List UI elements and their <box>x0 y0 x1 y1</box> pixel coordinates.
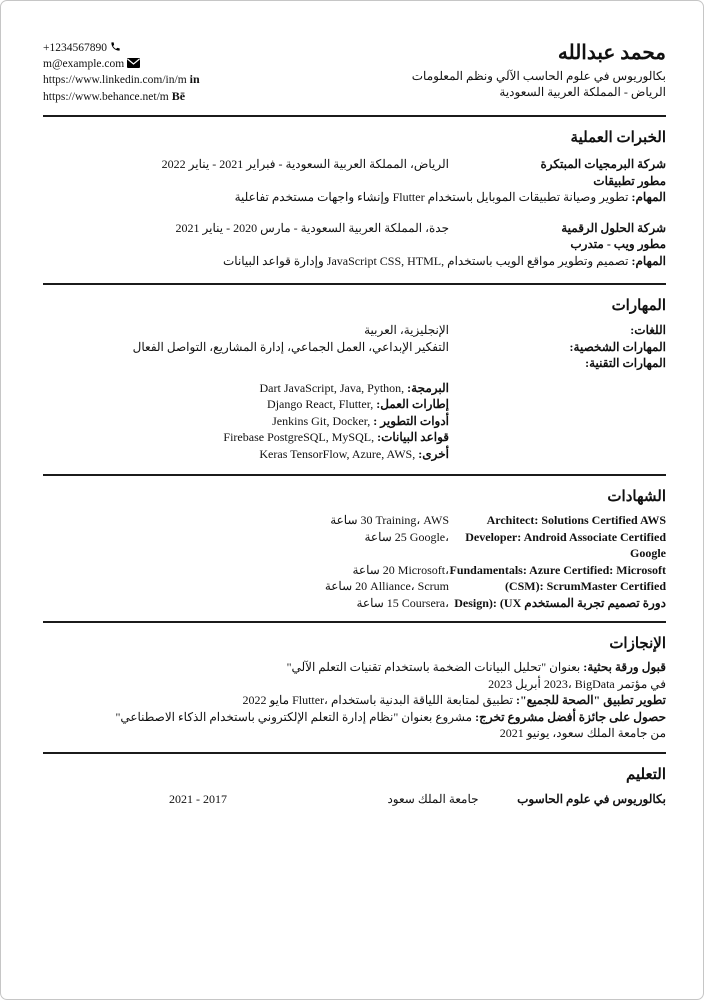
certifications-block <box>43 512 666 611</box>
job-company: شركة الحلول الرقمية <box>561 220 666 235</box>
job-location-dates: جدة، المملكة العربية السعودية - مارس 2020 - يناير 2021 <box>175 220 449 235</box>
job-role: مطور ويب - متدرب <box>570 237 666 251</box>
cert-name-latin: Fundamentals: Azure Certified: Microsoft <box>449 562 666 577</box>
section-title-achievements: الإنجازات <box>609 636 666 652</box>
tech-label: أدوات التطوير : <box>373 413 449 428</box>
achievement-text: بعنوان "تحليل البيانات الضخمة باستخدام تقنيات التعلم الآلي" <box>286 660 581 674</box>
tasks-tail: وإدارة قواعد البيانات <box>222 253 324 268</box>
cert-hours <box>43 512 449 529</box>
tasks-head-text: تطوير وصيانة تطبيقات الموبايل باستخدام <box>427 190 629 204</box>
cert-hours-value: 20 Microsoft، <box>382 562 449 577</box>
cert-hours-word: ساعة <box>330 513 358 527</box>
certification-row <box>43 578 666 595</box>
tech-values: Firebase PostgreSQL, MySQL, <box>223 430 375 444</box>
job-company: شركة البرمجيات المبتكرة <box>540 157 666 171</box>
conf-head: في مؤتمر <box>617 676 666 691</box>
tech-values: Jenkins Git, Docker, <box>272 413 371 428</box>
cert-hours-value: 25 Google، <box>394 529 449 544</box>
degree-line: بكالوريوس في علوم الحاسب الآلي ونظم المعلومات <box>411 69 666 83</box>
tasks-label: المهام: <box>631 253 666 268</box>
cert-name-arabic: دورة تصميم تجربة المستخدم <box>524 595 666 610</box>
cert-hours <box>43 529 449 562</box>
achievement-app <box>43 692 666 709</box>
app-latin: Flutter، <box>292 693 328 707</box>
certification-row <box>43 595 666 612</box>
cert-name <box>449 578 666 595</box>
conf-month: أبريل <box>515 676 541 691</box>
tech-label: البرمجة: <box>407 380 449 395</box>
job-tasks <box>43 189 666 206</box>
education-degree: بكالوريوس في علوم الحاسوب <box>517 791 666 806</box>
cert-hours <box>43 595 449 612</box>
divider <box>43 474 666 476</box>
behance-row[interactable] <box>43 89 200 106</box>
job-tasks <box>43 253 666 270</box>
envelope-icon <box>127 58 140 68</box>
skills-block <box>43 322 666 462</box>
cert-hours-value: 15 Coursera، <box>386 595 449 610</box>
cert-name <box>449 595 666 612</box>
tech-skill-row <box>43 413 449 430</box>
job-role: مطور تطبيقات <box>593 173 666 188</box>
skill-value: الإنجليزية، العربية <box>364 323 449 337</box>
linkedin-url[interactable]: https://www.linkedin.com/in/m <box>43 74 187 86</box>
divider <box>43 283 666 285</box>
skill-label: المهارات الشخصية: <box>569 339 666 354</box>
cert-hours <box>43 578 449 595</box>
achievement-conference <box>43 676 666 693</box>
cert-hours-word: ساعة <box>352 562 380 577</box>
app-label: تطوير تطبيق "الصحة للجميع": <box>516 693 666 707</box>
location-line: الرياض - المملكة العربية السعودية <box>499 85 666 99</box>
tech-label: إطارات العمل: <box>376 397 449 411</box>
section-title-education: التعليم <box>626 766 666 783</box>
achievement-label: حصول على جائزة أفضل مشروع تخرج: <box>475 709 666 724</box>
cert-name-latin: Developer: Android Associate Certified Google <box>465 529 666 560</box>
behance-url[interactable]: https://www.behance.net/m <box>43 90 169 103</box>
tech-skills-block <box>43 380 666 463</box>
cert-hours-word: ساعة <box>364 529 392 544</box>
tasks-head <box>428 190 666 204</box>
conf-year: 2023، <box>543 676 572 691</box>
achievement-label: قبول ورقة بحثية: <box>583 660 666 674</box>
cert-name-latin: (CSM): ScrumMaster Certified <box>504 579 666 593</box>
achievement-award <box>43 709 666 726</box>
divider <box>43 115 666 117</box>
education-university: جامعة الملك سعود <box>387 791 479 806</box>
skill-label: المهارات التقنية: <box>585 356 666 370</box>
email-address[interactable]: m@example.com <box>43 57 125 70</box>
tech-values: Dart JavaScript, Java, Python, <box>259 380 405 395</box>
tech-values: Django React, Flutter, <box>267 397 374 411</box>
certification-row <box>43 529 666 562</box>
section-title-skills: المهارات <box>611 298 666 314</box>
cert-name-latin: Design): (UX <box>454 595 522 610</box>
skill-row <box>43 339 666 356</box>
job-location-dates: الرياض، المملكة العربية السعودية - فبراير 2021 - يناير 2022 <box>161 157 449 171</box>
conf-name: BigData <box>574 676 615 691</box>
job-entry <box>43 220 666 270</box>
app-year: 2022 <box>242 693 267 707</box>
education-row <box>43 791 666 808</box>
tasks-tail: وإنشاء واجهات مستخدم تفاعلية <box>234 190 390 204</box>
phone-icon <box>110 41 121 52</box>
linkedin-icon: in <box>189 72 200 86</box>
tasks-head-text: تصميم وتطوير مواقع الويب باستخدام <box>447 253 629 268</box>
linkedin-row[interactable] <box>43 72 200 89</box>
tech-values: Keras TensorFlow, Azure, AWS, <box>259 446 416 461</box>
app-desc: تطبيق لمتابعة اللياقة البدنية باستخدام <box>330 693 513 707</box>
section-title-certifications: الشهادات <box>607 489 666 505</box>
phone-number: +1234567890 <box>43 42 107 54</box>
skill-label: اللغات: <box>630 323 666 337</box>
skill-value: التفكير الإبداعي، العمل الجماعي، إدارة المشاريع، التواصل الفعال <box>132 339 449 354</box>
tasks-latin: JavaScript CSS, HTML, <box>326 253 445 268</box>
achievement-award-date: من جامعة الملك سعود، يونيو 2021 <box>499 726 666 740</box>
cert-name <box>449 529 666 562</box>
job-entry <box>43 156 666 206</box>
cert-hours-value: 30 Training، AWS <box>360 513 449 527</box>
candidate-name: محمد عبدالله <box>557 42 666 64</box>
cert-name-latin: Architect: Solutions Certified AWS <box>486 513 666 527</box>
tech-label: قواعد البيانات: <box>377 430 449 444</box>
certification-row <box>43 562 666 579</box>
tech-skill-row <box>43 396 449 413</box>
cert-name <box>449 512 666 529</box>
tasks-label: المهام: <box>631 190 666 204</box>
certification-row <box>43 512 666 529</box>
achievements-block <box>43 659 666 742</box>
behance-icon: Bē <box>171 88 186 103</box>
cert-hours-word: ساعة <box>356 595 384 610</box>
achievement-paper <box>43 659 666 676</box>
tech-skill-row <box>43 429 449 446</box>
achievement-text: مشروع بعنوان "نظام إدارة التعلم الإلكتروني باستخدام الذكاء الاصطناعي" <box>115 709 473 724</box>
divider <box>43 621 666 623</box>
skill-value <box>43 355 449 372</box>
divider <box>43 752 666 754</box>
phone-row <box>43 41 200 57</box>
header <box>43 1 666 105</box>
contact-block <box>43 41 200 105</box>
app-month: مايو <box>269 693 290 707</box>
tasks-head <box>447 254 666 268</box>
cert-name <box>449 562 666 579</box>
education-dates: 2021 - 2017 <box>169 791 227 806</box>
conf-year-left: 2023 <box>488 676 513 691</box>
tech-skill-row <box>43 446 449 463</box>
tech-label: أخرى: <box>418 446 449 461</box>
skill-row <box>43 355 666 372</box>
tasks-latin: Flutter <box>392 190 425 204</box>
cert-hours-word: ساعة <box>324 579 353 593</box>
skill-row <box>43 322 666 339</box>
cert-hours <box>43 562 449 579</box>
tech-skill-row <box>43 380 449 397</box>
cert-hours-value: 20 Alliance، Scrum <box>355 579 449 593</box>
section-title-experience: الخبرات العملية <box>570 130 666 146</box>
identity-block <box>412 41 666 105</box>
email-row[interactable] <box>43 57 200 73</box>
